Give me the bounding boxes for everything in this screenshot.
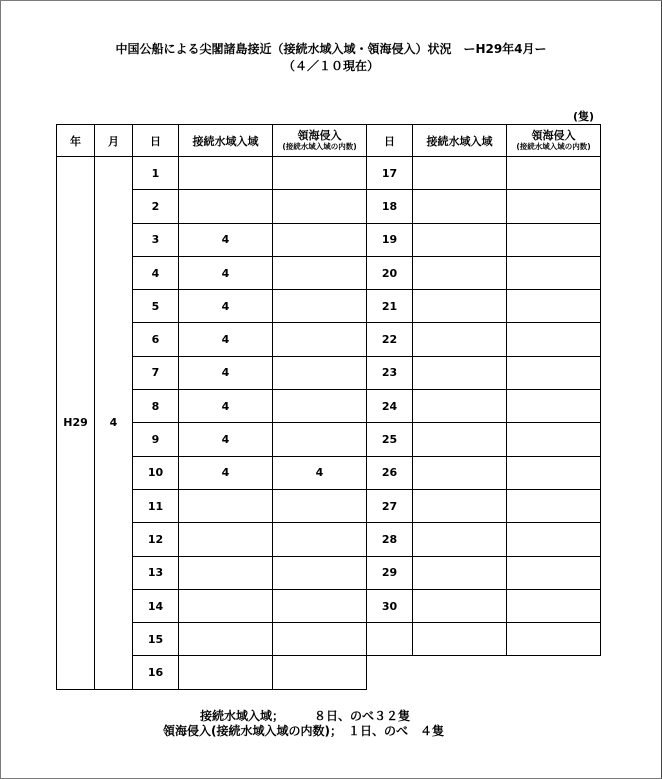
contiguous-cell xyxy=(179,523,273,556)
territorial-cell xyxy=(273,190,367,223)
contiguous-cell-right xyxy=(413,223,507,256)
contiguous-cell-right xyxy=(413,623,507,656)
table-row xyxy=(57,390,601,423)
day-cell-right: 21 xyxy=(367,290,413,323)
day-cell: 16 xyxy=(133,656,179,689)
territorial-cell xyxy=(273,323,367,356)
day-cell-right: 27 xyxy=(367,489,413,522)
day-cell: 2 xyxy=(133,190,179,223)
contiguous-cell: 4 xyxy=(179,423,273,456)
contiguous-cell xyxy=(179,190,273,223)
territorial-cell xyxy=(273,623,367,656)
territorial-cell-right xyxy=(507,556,601,589)
contiguous-cell-right xyxy=(413,323,507,356)
header-row xyxy=(57,125,601,157)
day-cell: 10 xyxy=(133,456,179,489)
territorial-cell xyxy=(273,523,367,556)
territorial-cell-right xyxy=(507,190,601,223)
header-day-right: 日 xyxy=(367,125,413,157)
contiguous-cell: 4 xyxy=(179,290,273,323)
contiguous-cell-right xyxy=(413,390,507,423)
day-cell: 11 xyxy=(133,489,179,522)
day-cell: 14 xyxy=(133,589,179,622)
day-cell: 12 xyxy=(133,523,179,556)
day-cell-right: 26 xyxy=(367,456,413,489)
contiguous-cell xyxy=(179,489,273,522)
contiguous-cell: 4 xyxy=(179,223,273,256)
contiguous-cell: 4 xyxy=(179,256,273,289)
contiguous-cell xyxy=(179,157,273,190)
contiguous-cell xyxy=(179,623,273,656)
day-cell-right: 17 xyxy=(367,157,413,190)
header-territorial-label: 領海侵入 xyxy=(297,129,342,142)
day-cell: 7 xyxy=(133,356,179,389)
contiguous-cell-right xyxy=(413,423,507,456)
table-row xyxy=(57,423,601,456)
empty-cell xyxy=(413,656,507,689)
territorial-cell xyxy=(273,290,367,323)
territorial-cell xyxy=(273,157,367,190)
contiguous-cell-right xyxy=(413,356,507,389)
unit-label: (隻) xyxy=(573,110,595,123)
territorial-cell xyxy=(273,423,367,456)
table-row xyxy=(57,556,601,589)
territorial-cell-right xyxy=(507,489,601,522)
header-month: 月 xyxy=(95,125,133,157)
year-cell: H29 xyxy=(57,157,95,690)
territorial-cell-right xyxy=(507,157,601,190)
contiguous-cell-right xyxy=(413,256,507,289)
day-cell: 6 xyxy=(133,323,179,356)
table-row xyxy=(57,157,601,190)
summary-territorial: 領海侵入(接続水域入域の内数)； １日、のべ ４隻 xyxy=(163,724,444,738)
header-contiguous: 接続水域入域 xyxy=(179,125,273,157)
territorial-cell xyxy=(273,256,367,289)
day-cell: 1 xyxy=(133,157,179,190)
contiguous-cell xyxy=(179,589,273,622)
contiguous-cell-right xyxy=(413,589,507,622)
territorial-cell-right xyxy=(507,623,601,656)
report-title: 中国公船による尖閣諸島接近（接続水域入域・領海侵入）状況 ーH29年4月ー xyxy=(115,42,547,56)
table-row xyxy=(57,256,601,289)
territorial-cell xyxy=(273,489,367,522)
header-territorial-right xyxy=(507,125,601,157)
contiguous-cell-right xyxy=(413,456,507,489)
territorial-cell xyxy=(273,223,367,256)
day-cell-right: 29 xyxy=(367,556,413,589)
header-day: 日 xyxy=(133,125,179,157)
territorial-cell-right xyxy=(507,523,601,556)
territorial-cell-right xyxy=(507,456,601,489)
territorial-cell-right xyxy=(507,390,601,423)
contiguous-cell-right xyxy=(413,290,507,323)
day-cell-right xyxy=(367,623,413,656)
territorial-cell-right xyxy=(507,589,601,622)
header-territorial xyxy=(273,125,367,157)
table-row xyxy=(57,356,601,389)
day-cell-right: 25 xyxy=(367,423,413,456)
table-row xyxy=(57,190,601,223)
table-row xyxy=(57,290,601,323)
territorial-cell xyxy=(273,656,367,689)
header-contiguous-right: 接続水域入域 xyxy=(413,125,507,157)
territorial-cell-right xyxy=(507,356,601,389)
day-cell: 4 xyxy=(133,256,179,289)
territorial-cell xyxy=(273,390,367,423)
territorial-cell-right xyxy=(507,256,601,289)
contiguous-cell xyxy=(179,556,273,589)
contiguous-cell-right xyxy=(413,556,507,589)
empty-cell xyxy=(367,656,413,689)
incursion-table xyxy=(56,124,601,690)
contiguous-cell-right xyxy=(413,523,507,556)
day-cell-right: 24 xyxy=(367,390,413,423)
header-territorial-right-sub: (接続水域入域の内数) xyxy=(516,142,591,151)
territorial-cell xyxy=(273,589,367,622)
contiguous-cell-right xyxy=(413,157,507,190)
contiguous-cell: 4 xyxy=(179,390,273,423)
empty-cell xyxy=(507,656,601,689)
contiguous-cell-right xyxy=(413,489,507,522)
territorial-cell xyxy=(273,356,367,389)
day-cell-right: 30 xyxy=(367,589,413,622)
table-row xyxy=(57,456,601,489)
table-row xyxy=(57,489,601,522)
day-cell: 8 xyxy=(133,390,179,423)
table-row xyxy=(57,223,601,256)
report-date: （４／１０現在） xyxy=(282,59,379,73)
contiguous-cell-right xyxy=(413,190,507,223)
header-territorial-right-label: 領海侵入 xyxy=(531,129,576,142)
day-cell-right: 19 xyxy=(367,223,413,256)
territorial-cell-right xyxy=(507,323,601,356)
day-cell-right: 18 xyxy=(367,190,413,223)
day-cell-right: 28 xyxy=(367,523,413,556)
summary-contiguous: 接続水域入域； ８日、のべ３２隻 xyxy=(200,709,411,723)
contiguous-cell xyxy=(179,656,273,689)
header-territorial-sub: (接続水域入域の内数) xyxy=(282,142,357,151)
contiguous-cell: 4 xyxy=(179,356,273,389)
month-cell: 4 xyxy=(95,157,133,690)
day-cell: 15 xyxy=(133,623,179,656)
territorial-cell: 4 xyxy=(273,456,367,489)
territorial-cell-right xyxy=(507,290,601,323)
day-cell-right: 22 xyxy=(367,323,413,356)
table-row xyxy=(57,589,601,622)
day-cell: 3 xyxy=(133,223,179,256)
day-cell: 13 xyxy=(133,556,179,589)
day-cell: 9 xyxy=(133,423,179,456)
day-cell-right: 20 xyxy=(367,256,413,289)
territorial-cell-right xyxy=(507,223,601,256)
table-row xyxy=(57,623,601,656)
contiguous-cell: 4 xyxy=(179,456,273,489)
contiguous-cell: 4 xyxy=(179,323,273,356)
day-cell: 5 xyxy=(133,290,179,323)
table-row xyxy=(57,656,601,689)
table-row xyxy=(57,323,601,356)
territorial-cell-right xyxy=(507,423,601,456)
table-row xyxy=(57,523,601,556)
header-year: 年 xyxy=(57,125,95,157)
territorial-cell xyxy=(273,556,367,589)
day-cell-right: 23 xyxy=(367,356,413,389)
